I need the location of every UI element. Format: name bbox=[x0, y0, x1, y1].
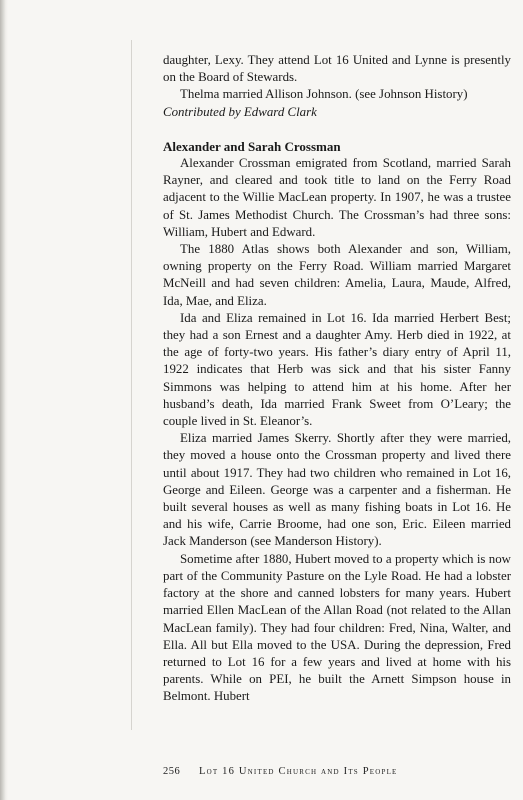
paragraph-hubert: Sometime after 1880, Hubert moved to a property which is now part of the Community Pasture on the Lyle Road. He had a lobster factory at the shore and canned lobsters for many years. Hubert married Ellen MacLean of the Allan Road (not related to the Allan MacLean family). They had four children: Fred, Nina, Walter, and Ella. All but Ella moved to the USA. During the depression, Fred returned to Lot 16 for a few years and lived at home with his parents. While on PEI, he built the Arnett Simpson house in Belmont. Hubert bbox=[163, 551, 511, 704]
gutter-line bbox=[131, 40, 132, 730]
paragraph-continuation: daughter, Lexy. They attend Lot 16 United and Lynne is presently on the Board of Stewards. bbox=[163, 53, 511, 85]
page-number: 256 bbox=[163, 766, 181, 777]
page-gutter-shadow bbox=[0, 0, 8, 800]
page-body bbox=[163, 52, 511, 706]
running-title: Lot 16 United Church and Its People bbox=[199, 766, 398, 777]
paragraph-atlas: The 1880 Atlas shows both Alexander and son, William, owning property on the Ferry Road. William married Margaret McNeill and had seven children: Amelia, Laura, Maude, Alfred, Ida, Mae, and Eliza. bbox=[163, 242, 511, 308]
paragraph-eliza: Eliza married James Skerry. Shortly after they were married, they moved a house onto the Crossman property and lived there until about 1917. They had two children who remained in Lot 16, George and Eileen. George was a carpenter and a fisherman. He built several houses as well as many fishing boats in Lot 16. He and his wife, Carrie Broome, had one son, Eric. Eileen married Jack Manderson (see Manderson History). bbox=[163, 431, 511, 549]
paragraph-alexander: Alexander Crossman emigrated from Scotland, married Sarah Rayner, and cleared and took title to land on the Ferry Road adjacent to the Willie MacLean property. In 1907, he was a trustee of St. James Methodist Church. The Crossman’s had three sons: William, Hubert and Edward. bbox=[163, 156, 511, 239]
paragraph-ida-eliza: Ida and Eliza remained in Lot 16. Ida married Herbert Best; they had a son Ernest and a daughter Amy. Herb died in 1922, at the age of forty-two years. His father’s diary entry of April 11, 1922 indicates that Herb was sick and that his sister Fanny Simmons was helping to attend him at his home. After her husband’s death, Ida married Frank Sweet from O’Leary; the couple lived in St. Eleanor’s. bbox=[163, 310, 511, 429]
page-footer bbox=[163, 766, 398, 777]
section-heading: Alexander and Sarah Crossman bbox=[163, 138, 341, 154]
contributor-credit: Contributed by Edward Clark bbox=[163, 104, 317, 119]
paragraph-thelma: Thelma married Allison Johnson. (see Johnson History) bbox=[180, 87, 468, 102]
